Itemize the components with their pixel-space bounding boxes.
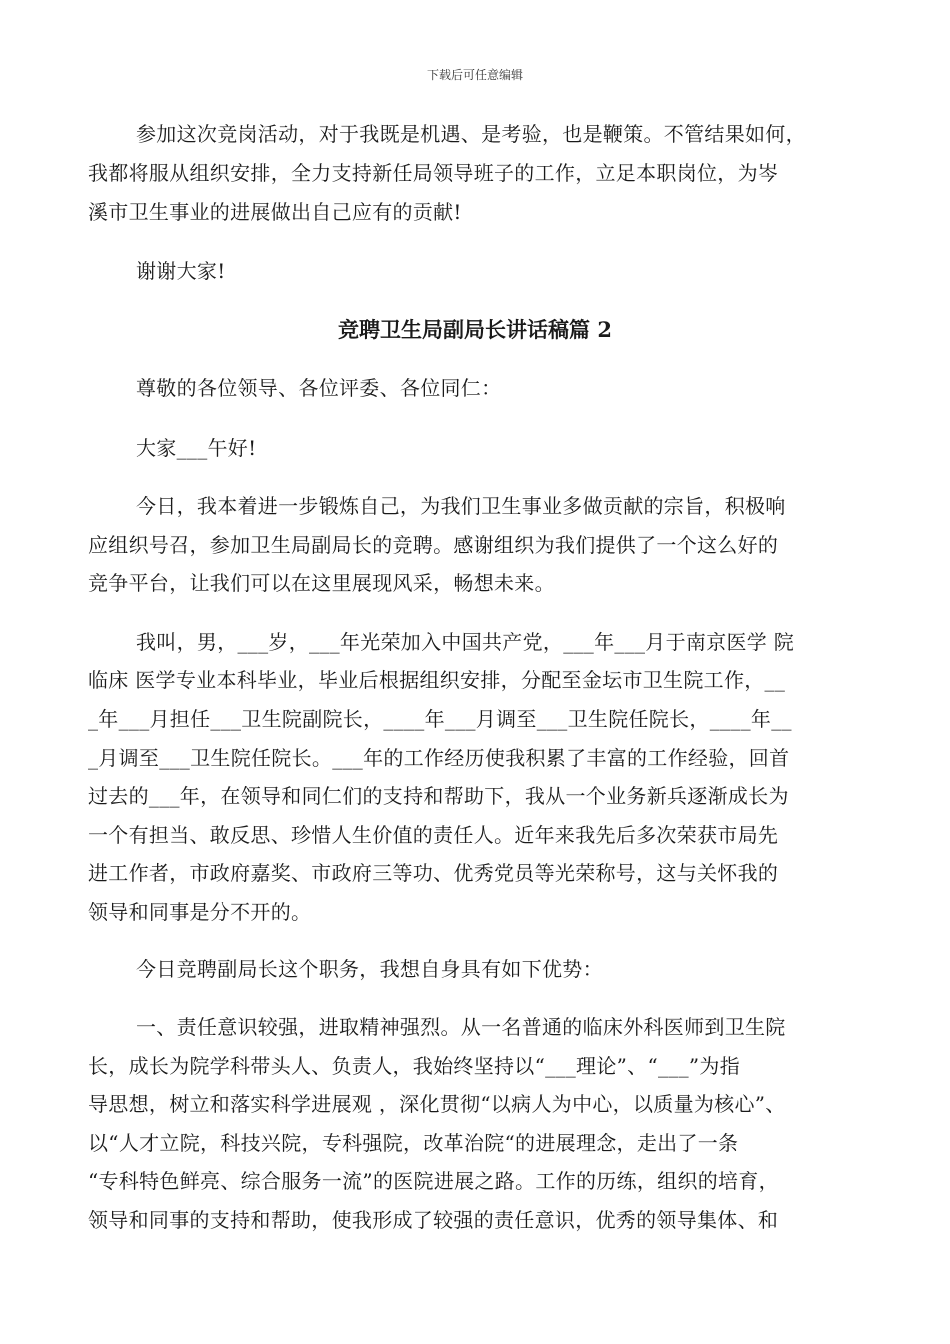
paragraph-line: 领导和同事的支持和帮助，使我形成了较强的责任意识，优秀的领导集体、和	[88, 1208, 779, 1232]
paragraph-line: 我叫，男，___岁，___年光荣加入中国共产党，___年___月于南京医学 院	[136, 630, 795, 654]
paragraph-line: 进工作者，市政府嘉奖、市政府三等功、优秀党员等光荣称号，这与关怀我的	[88, 861, 779, 885]
paragraph-line: 一个有担当、敢反思、珍惜人生价值的责任人。近年来我先后多次荣获市局先	[88, 823, 779, 847]
paragraph-line: 导思想，树立和落实科学进展观 ，深化贯彻“以病人为中心，以质量为核心”、	[88, 1092, 786, 1116]
paragraph-line: 临床 医学专业本科毕业，毕业后根据组织安排，分配至金坛市卫生院工作，__	[88, 668, 786, 692]
page-header-note: 下载后可任意编辑	[426, 68, 523, 82]
paragraph-line: 竞争平台，让我们可以在这里展现风采，畅想未来。	[88, 571, 555, 595]
paragraph-line: 溪市卫生事业的进展做出自己应有的贡献!	[88, 200, 462, 224]
paragraph-line: 今日竞聘副局长这个职务，我想自身具有如下优势：	[136, 957, 603, 981]
hello-line: 大家___午好!	[136, 436, 257, 460]
paragraph-line: 一、责任意识较强，进取精神强烈。从一名普通的临床外科医师到卫生院	[136, 1015, 786, 1039]
paragraph-line: _月调至___卫生院任院长。___年的工作经历使我积累了丰富的工作经验，回首	[88, 746, 790, 770]
paragraph-line: 参加这次竞岗活动，对于我既是机遇、是考验，也是鞭策。不管结果如何，	[136, 122, 806, 146]
paragraph-line: 过去的___年，在领导和同仁们的支持和帮助下，我从一个业务新兵逐渐成长为	[88, 784, 789, 808]
section-title: 竞聘卫生局副局长讲话稿篇 2	[338, 317, 612, 342]
paragraph-line: 我都将服从组织安排，全力支持新任局领导班子的工作，立足本职岗位，为岑	[88, 161, 779, 185]
greeting-line: 尊敬的各位领导、各位评委、各位同仁：	[136, 376, 502, 400]
paragraph-line: 谢谢大家!	[136, 259, 226, 283]
paragraph-line: 长，成长为院学科带头人、负责人，我始终坚持以“___理论”、“___”为指	[88, 1054, 740, 1078]
paragraph-line: 领导和同事是分不开的。	[88, 900, 312, 924]
paragraph-line: 今日，我本着进一步锻炼自己，为我们卫生事业多做贡献的宗旨，积极响	[136, 494, 786, 518]
paragraph-line: 以“人才立院，科技兴院，专科强院，改革治院“的进展理念，走出了一条	[88, 1131, 739, 1155]
paragraph-line: 应组织号召，参加卫生局副局长的竞聘。感谢组织为我们提供了一个这么好的	[88, 533, 779, 557]
paragraph-line: “专科特色鲜亮、综合服务一流”的医院进展之路。工作的历练，组织的培育，	[88, 1169, 779, 1193]
paragraph-line: _年___月担任___卫生院副院长，____年___月调至___卫生院任院长，____年__	[88, 707, 792, 731]
